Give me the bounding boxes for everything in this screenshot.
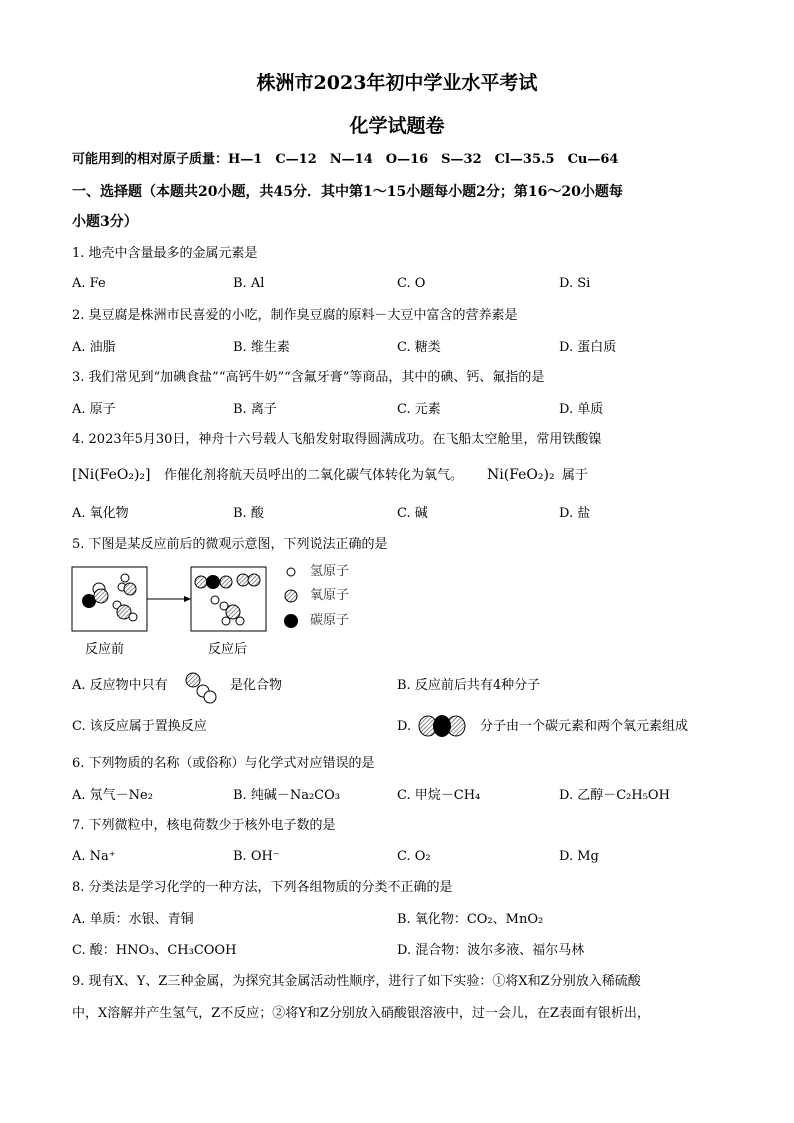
- q3-stem: 3. 我们常见到“加碘食盐”“高钙牛奶”“含氟牙膏”等商品，其中的碘、钙、氟指的是: [72, 370, 545, 385]
- q4-option-b[interactable]: B. 酸: [233, 506, 264, 521]
- legend-carbon: 碳原子: [310, 613, 350, 628]
- q7-option-c[interactable]: C. O₂: [397, 849, 431, 864]
- exam-subtitle: 化学试题卷: [349, 115, 445, 137]
- q6-stem: 6. 下列物质的名称（或俗称）与化学式对应错误的是: [72, 756, 375, 771]
- q4-stem-line3: 属于: [562, 468, 589, 483]
- q3-option-d[interactable]: D. 单质: [559, 402, 604, 417]
- q3-option-c[interactable]: C. 元素: [397, 402, 441, 417]
- q7-option-d[interactable]: D. Mg: [559, 849, 599, 864]
- q7-stem: 7. 下列微粒中，核电荷数少于核外电子数的是: [72, 818, 336, 833]
- q8-option-d[interactable]: D. 混合物：波尔多液、福尔马林: [397, 943, 585, 958]
- q3-option-b[interactable]: B. 离子: [233, 402, 277, 417]
- q2-stem: 2. 臭豆腐是株洲市民喜爱的小吃，制作臭豆腐的原料－大豆中富含的营养素是: [72, 308, 518, 323]
- q6-option-a[interactable]: A. 氖气－Ne₂: [72, 788, 153, 803]
- co2-molecule-icon: [415, 712, 470, 742]
- q1-option-d[interactable]: D. Si: [559, 276, 591, 291]
- q9-stem-line2: 中，X溶解并产生氢气，Z不反应；②将Y和Z分别放入硝酸银溶液中，过一会儿，在Z表面有银析出，: [72, 1006, 650, 1021]
- q5-option-a-suffix: 是化合物: [230, 678, 283, 693]
- q4-formula-bracketed: [Ni(FeO₂)₂]: [72, 467, 151, 483]
- q1-stem: 1. 地壳中含量最多的金属元素是: [72, 246, 258, 261]
- q4-option-a[interactable]: A. 氧化物: [72, 506, 129, 521]
- q7-option-a[interactable]: A. Na⁺: [72, 849, 116, 864]
- q4-option-c[interactable]: C. 碱: [397, 506, 428, 521]
- q5-option-b[interactable]: B. 反应前后共有4种分子: [397, 678, 541, 693]
- q4-stem-line1: 4. 2023年5月30日，神舟十六号载人飞船发射取得圆满成功。在飞船太空舱里，常用铁酸镍: [72, 432, 602, 447]
- q2-option-c[interactable]: C. 糖类: [397, 340, 441, 355]
- legend-oxygen: 氧原子: [310, 588, 350, 603]
- q2-option-b[interactable]: B. 维生素: [233, 340, 290, 355]
- q2-option-a[interactable]: A. 油脂: [72, 340, 116, 355]
- q8-option-b[interactable]: B. 氧化物：CO₂、MnO₂: [397, 912, 544, 927]
- q2-option-d[interactable]: D. 蛋白质: [559, 340, 617, 355]
- section-heading-line1: 一、选择题（本题共20小题，共45分．其中第1～15小题每小题2分；第16～20小题每: [72, 184, 623, 200]
- before-label: 反应前: [85, 642, 125, 657]
- q8-option-a[interactable]: A. 单质：水银、青铜: [72, 912, 194, 927]
- q6-option-c[interactable]: C. 甲烷－CH₄: [397, 788, 481, 803]
- q5-stem: 5. 下图是某反应前后的微观示意图，下列说法正确的是: [72, 537, 388, 552]
- atomic-masses: 可能用到的相对原子质量：H—1 C—12 N—14 O—16 S—32 Cl—35.5 Cu—64: [72, 152, 619, 167]
- q1-option-c[interactable]: C. O: [397, 276, 426, 291]
- q7-option-b[interactable]: B. OH⁻: [233, 849, 280, 864]
- section-heading-line2: 小题3分）: [72, 214, 138, 230]
- q4-formula: Ni(FeO₂)₂: [487, 467, 555, 483]
- after-label: 反应后: [208, 642, 248, 657]
- q5-option-d-suffix: 分子由一个碳元素和两个氧元素组成: [480, 719, 689, 734]
- q5-option-d-prefix[interactable]: D.: [397, 719, 412, 734]
- q1-option-a[interactable]: A. Fe: [72, 276, 106, 291]
- exam-title: 株洲市2023年初中学业水平考试: [256, 72, 538, 94]
- q8-option-c[interactable]: C. 酸：HNO₃、CH₃COOH: [72, 943, 237, 958]
- q6-option-b[interactable]: B. 纯碱－Na₂CO₃: [233, 788, 340, 803]
- legend-hydrogen: 氢原子: [310, 564, 350, 579]
- q4-stem-line2: 作催化剂将航天员呼出的二氧化碳气体转化为氧气。: [164, 468, 464, 483]
- q6-option-d[interactable]: D. 乙醇－C₂H₅OH: [559, 788, 670, 803]
- q3-option-a[interactable]: A. 原子: [72, 402, 116, 417]
- q5-option-c[interactable]: C. 该反应属于置换反应: [72, 719, 207, 734]
- q1-option-b[interactable]: B. Al: [233, 276, 265, 291]
- q9-stem-line1: 9. 现有X、Y、Z三种金属，为探究其金属活动性顺序，进行了如下实验：①将X和Z分别放入稀硫酸: [72, 974, 641, 989]
- q4-option-d[interactable]: D. 盐: [559, 506, 591, 521]
- q8-stem: 8. 分类法是学习化学的一种方法，下列各组物质的分类不正确的是: [72, 880, 453, 895]
- q5-option-a-prefix[interactable]: A. 反应物中只有: [72, 678, 168, 693]
